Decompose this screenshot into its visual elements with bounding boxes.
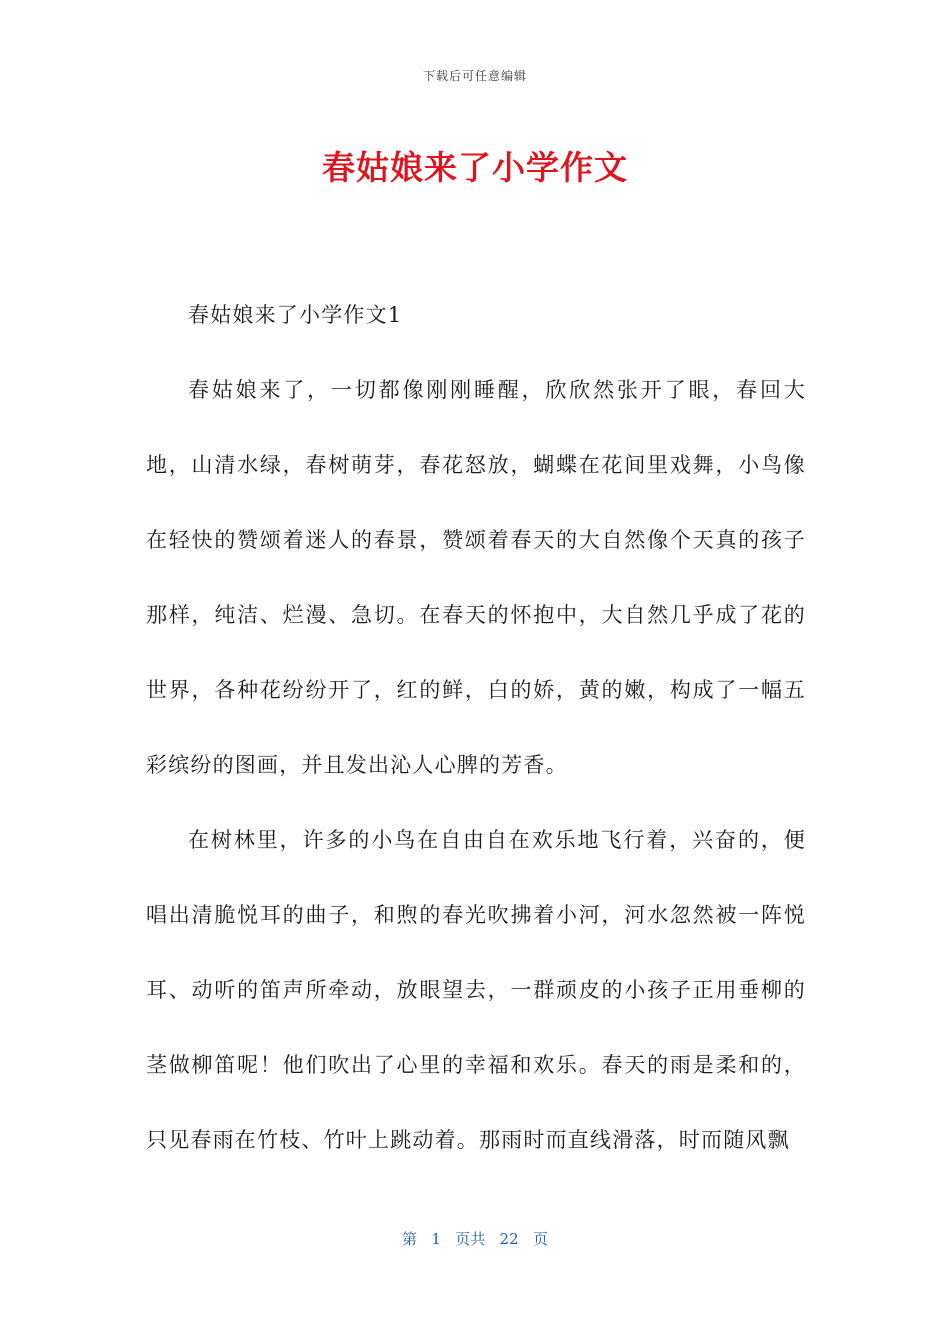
paragraph: 在树林里，许多的小鸟在自由自在欢乐地飞行着，兴奋的，便唱出清脆悦耳的曲子，和煦的春光吹拂着小河，河水忽然被一阵悦耳、动听的笛声所牵动，放眼望去，一群顽皮的小孩子正用垂柳的茎做柳笛呢！他们吹出了心里的幸福和欢乐。春天的雨是柔和的，只见春雨在竹枝、竹叶上跳动着。那雨时而直线滑落，时而随风飘 (146, 828, 806, 1152)
footer-total-pages: 22 (499, 1230, 519, 1248)
document-title: 春姑娘来了小学作文 (322, 148, 628, 187)
footer-prefix: 第 (402, 1230, 418, 1248)
footer-suffix: 页 (532, 1230, 548, 1248)
document-body (146, 278, 806, 1178)
header-note: 下载后可任意编辑 (422, 69, 527, 83)
paragraph: 春姑娘来了，一切都像刚刚睡醒，欣欣然张开了眼，春回大地，山清水绿，春树萌芽，春花怒放，蝴蝶在花间里戏舞，小鸟像在轻快的赞颂着迷人的春景，赞颂着春天的大自然像个天真的孩子那样，纯洁、烂漫、急切。在春天的怀抱中，大自然几乎成了花的世界，各种花纷纷开了，红的鲜，白的娇，黄的嫩，构成了一幅五彩缤纷的图画，并且发出沁人心脾的芳香。 (146, 378, 806, 777)
section-heading: 春姑娘来了小学作文1 (188, 303, 403, 327)
footer-page-number: 1 (431, 1230, 441, 1248)
footer-middle: 页共 (455, 1230, 486, 1248)
page-footer (0, 1228, 950, 1249)
